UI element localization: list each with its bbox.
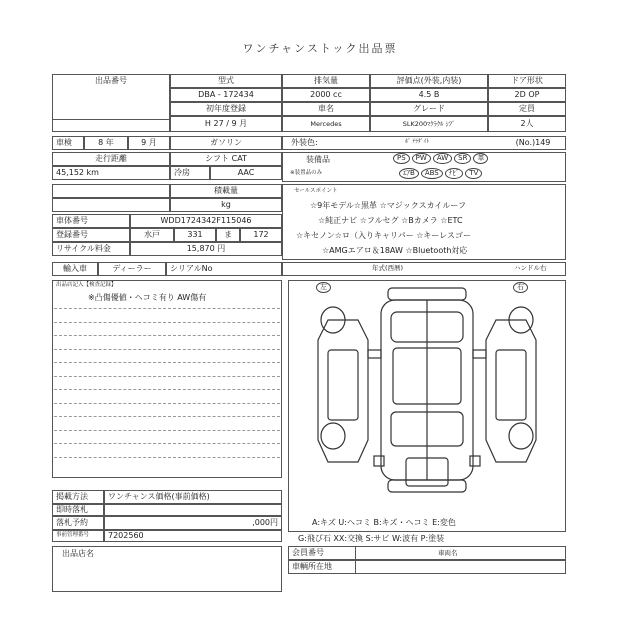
vin-label: 車体番号 — [52, 214, 130, 228]
bid-label: 落札予約 — [52, 516, 104, 530]
notes-box — [52, 280, 282, 478]
ac-label: 冷房 — [170, 166, 210, 180]
notes-ruled-line — [54, 376, 280, 377]
handle-label: ハンドル右 — [514, 264, 547, 272]
grade-value: SLK200ﾏｸﾗｸﾙ ｼﾌﾞ — [370, 116, 488, 132]
car-right-side — [486, 320, 536, 462]
equipment-list-primary — [392, 153, 489, 164]
car-damage-diagram — [288, 280, 566, 512]
notes-ruled-line — [54, 362, 280, 363]
page-title: ワンチャンストック出品票 — [242, 42, 398, 55]
notes-ruled-line — [54, 308, 280, 309]
reg-kana: ま — [216, 228, 240, 242]
weight-unit: kg — [170, 198, 282, 212]
method-label: 掲載方法 — [52, 490, 104, 504]
wheel-rear-left — [321, 423, 345, 449]
inspection-year: 8 年 — [84, 136, 128, 150]
legend-line-2: G:飛び石 XX:交換 S:サビ W:波有 P:塗装 — [298, 534, 445, 543]
owner-label: 車輌所在地 — [288, 560, 356, 574]
equipment-item-primary-1: PW — [412, 153, 431, 164]
model-value: DBA - 172434 — [170, 88, 282, 102]
blank-row-2 — [52, 198, 170, 212]
shop-label: 出品店名 — [62, 549, 94, 558]
car-left-side — [318, 320, 368, 462]
reg-region: 水戸 — [130, 228, 174, 242]
reg-label: 登録番号 — [52, 228, 130, 242]
lot-number-value — [52, 120, 170, 132]
year-label: 年式(西暦) — [372, 264, 404, 272]
car-name-value: Mercedes — [282, 116, 370, 132]
mileage-label: 走行距離 — [52, 152, 170, 166]
notes-ruled-line — [54, 322, 280, 323]
notes-ruled-line — [54, 349, 280, 350]
fuel-value: ガソリン — [170, 136, 282, 150]
inspection-month: 9 月 — [128, 136, 170, 150]
blank-row-1 — [52, 184, 170, 198]
capacity-value: 2人 — [488, 116, 566, 132]
notes-ruled-line — [54, 457, 280, 458]
sales-point-line-4: ☆AMGエアロ＆18AW ☆Bluetooth対応 — [322, 246, 468, 255]
sales-point-line-3: ☆キセノン☆ロ（入りキャリパー ☆キーレスゴー — [296, 231, 472, 240]
mgmt-label: 事前管理番号 — [52, 530, 104, 542]
sales-point-line-2: ☆純正ナビ ☆フルセグ ☆Bカメラ ☆ETC — [318, 216, 463, 225]
equipment-note: ※装置品のみ — [290, 170, 323, 176]
first-reg-label: 初年度登録 — [170, 102, 282, 116]
ac-value: AAC — [210, 166, 282, 180]
notes-line-1: ※凸傷優値・ヘコミ有り AW傷有 — [88, 293, 207, 302]
equipment-item-primary-4: 革 — [473, 153, 488, 164]
member-label: 会員番号 — [288, 546, 356, 560]
notes-ruled-line — [54, 416, 280, 417]
car-name-label: 車名 — [282, 102, 370, 116]
equipment-label: 装備品 — [306, 155, 330, 164]
right-marker: 右 — [513, 282, 528, 293]
exterior-color-frame — [282, 136, 566, 150]
equipment-item-primary-2: AW — [433, 153, 452, 164]
front-bumper — [388, 288, 466, 300]
mirror-right — [473, 350, 486, 358]
model-label: 型式 — [170, 74, 282, 88]
displacement-label: 排気量 — [282, 74, 370, 88]
notes-ruled-line — [54, 389, 280, 390]
equipment-item-secondary-0: ｴｱB — [399, 168, 419, 179]
serial-label: シリアルNo — [166, 262, 282, 276]
weight-label: 積載量 — [170, 184, 282, 198]
notes-ruled-line — [54, 430, 280, 431]
notes-ruled-line — [54, 403, 280, 404]
equipment-item-secondary-3: TV — [465, 168, 482, 179]
shift-value: シフト CAT — [170, 152, 282, 166]
equipment-item-primary-3: SR — [454, 153, 471, 164]
door-label: ドア形状 — [488, 74, 566, 88]
equipment-item-primary-0: PS — [393, 153, 410, 164]
equipment-item-secondary-2: ﾅﾋﾞ — [445, 168, 464, 179]
grade-label: グレード — [370, 102, 488, 116]
exterior-color-value: ﾎﾟ ﾃﾗﾀﾞｲﾄ — [405, 139, 429, 146]
color-number: (No.)149 — [515, 138, 551, 147]
instant-value — [104, 504, 282, 516]
reg-number: 172 — [240, 228, 282, 242]
exterior-color-label: 外装色: — [291, 138, 318, 147]
equipment-item-secondary-1: ABS — [421, 168, 443, 179]
grade-score-label: 評価点(外装,内装) — [370, 74, 488, 88]
mgmt-value: 7202560 — [104, 530, 282, 542]
left-marker: 左 — [316, 282, 331, 293]
legend-line-1: A:キズ U:ヘコミ B:キズ・ヘコミ E:変色 — [312, 518, 456, 527]
notes-ruled-line — [54, 443, 280, 444]
lot-number-label: 出品番号 — [52, 74, 170, 120]
capacity-label: 定員 — [488, 102, 566, 116]
recycle-value: 15,870 円 — [130, 242, 282, 256]
grade-score-value: 4.5 B — [370, 88, 488, 102]
import-label: 輸入車 — [52, 262, 98, 276]
wheel-rear-right — [509, 423, 533, 449]
recycle-label: リサイクル料金 — [52, 242, 130, 256]
method-value: ワンチャンス価格(事前価格) — [104, 490, 282, 504]
car-count-label: 車両名 — [438, 549, 458, 557]
instant-label: 即時落札 — [52, 504, 104, 516]
sales-point-label: セールスポイント — [294, 188, 338, 194]
mirror-left — [368, 350, 381, 358]
inspection-label: 車検 — [52, 136, 84, 150]
notes-header: 出品店記入【検査記録】 — [56, 282, 117, 288]
door-value: 2D OP — [488, 88, 566, 102]
notes-ruled-line — [54, 335, 280, 336]
vin-value: WDD1724342F115046 — [130, 214, 282, 228]
dealer-label: ディーラー — [98, 262, 166, 276]
mileage-value: 45,152 km — [52, 166, 170, 180]
sales-point-line-1: ☆9年モデル☆黒革 ☆マジックスカイルーフ — [310, 201, 467, 210]
displacement-value: 2000 cc — [282, 88, 370, 102]
equipment-list-secondary — [398, 168, 483, 179]
bid-unit: ,000円 — [104, 516, 282, 530]
first-reg-value: H 27 / 9 月 — [170, 116, 282, 132]
reg-class: 331 — [174, 228, 216, 242]
